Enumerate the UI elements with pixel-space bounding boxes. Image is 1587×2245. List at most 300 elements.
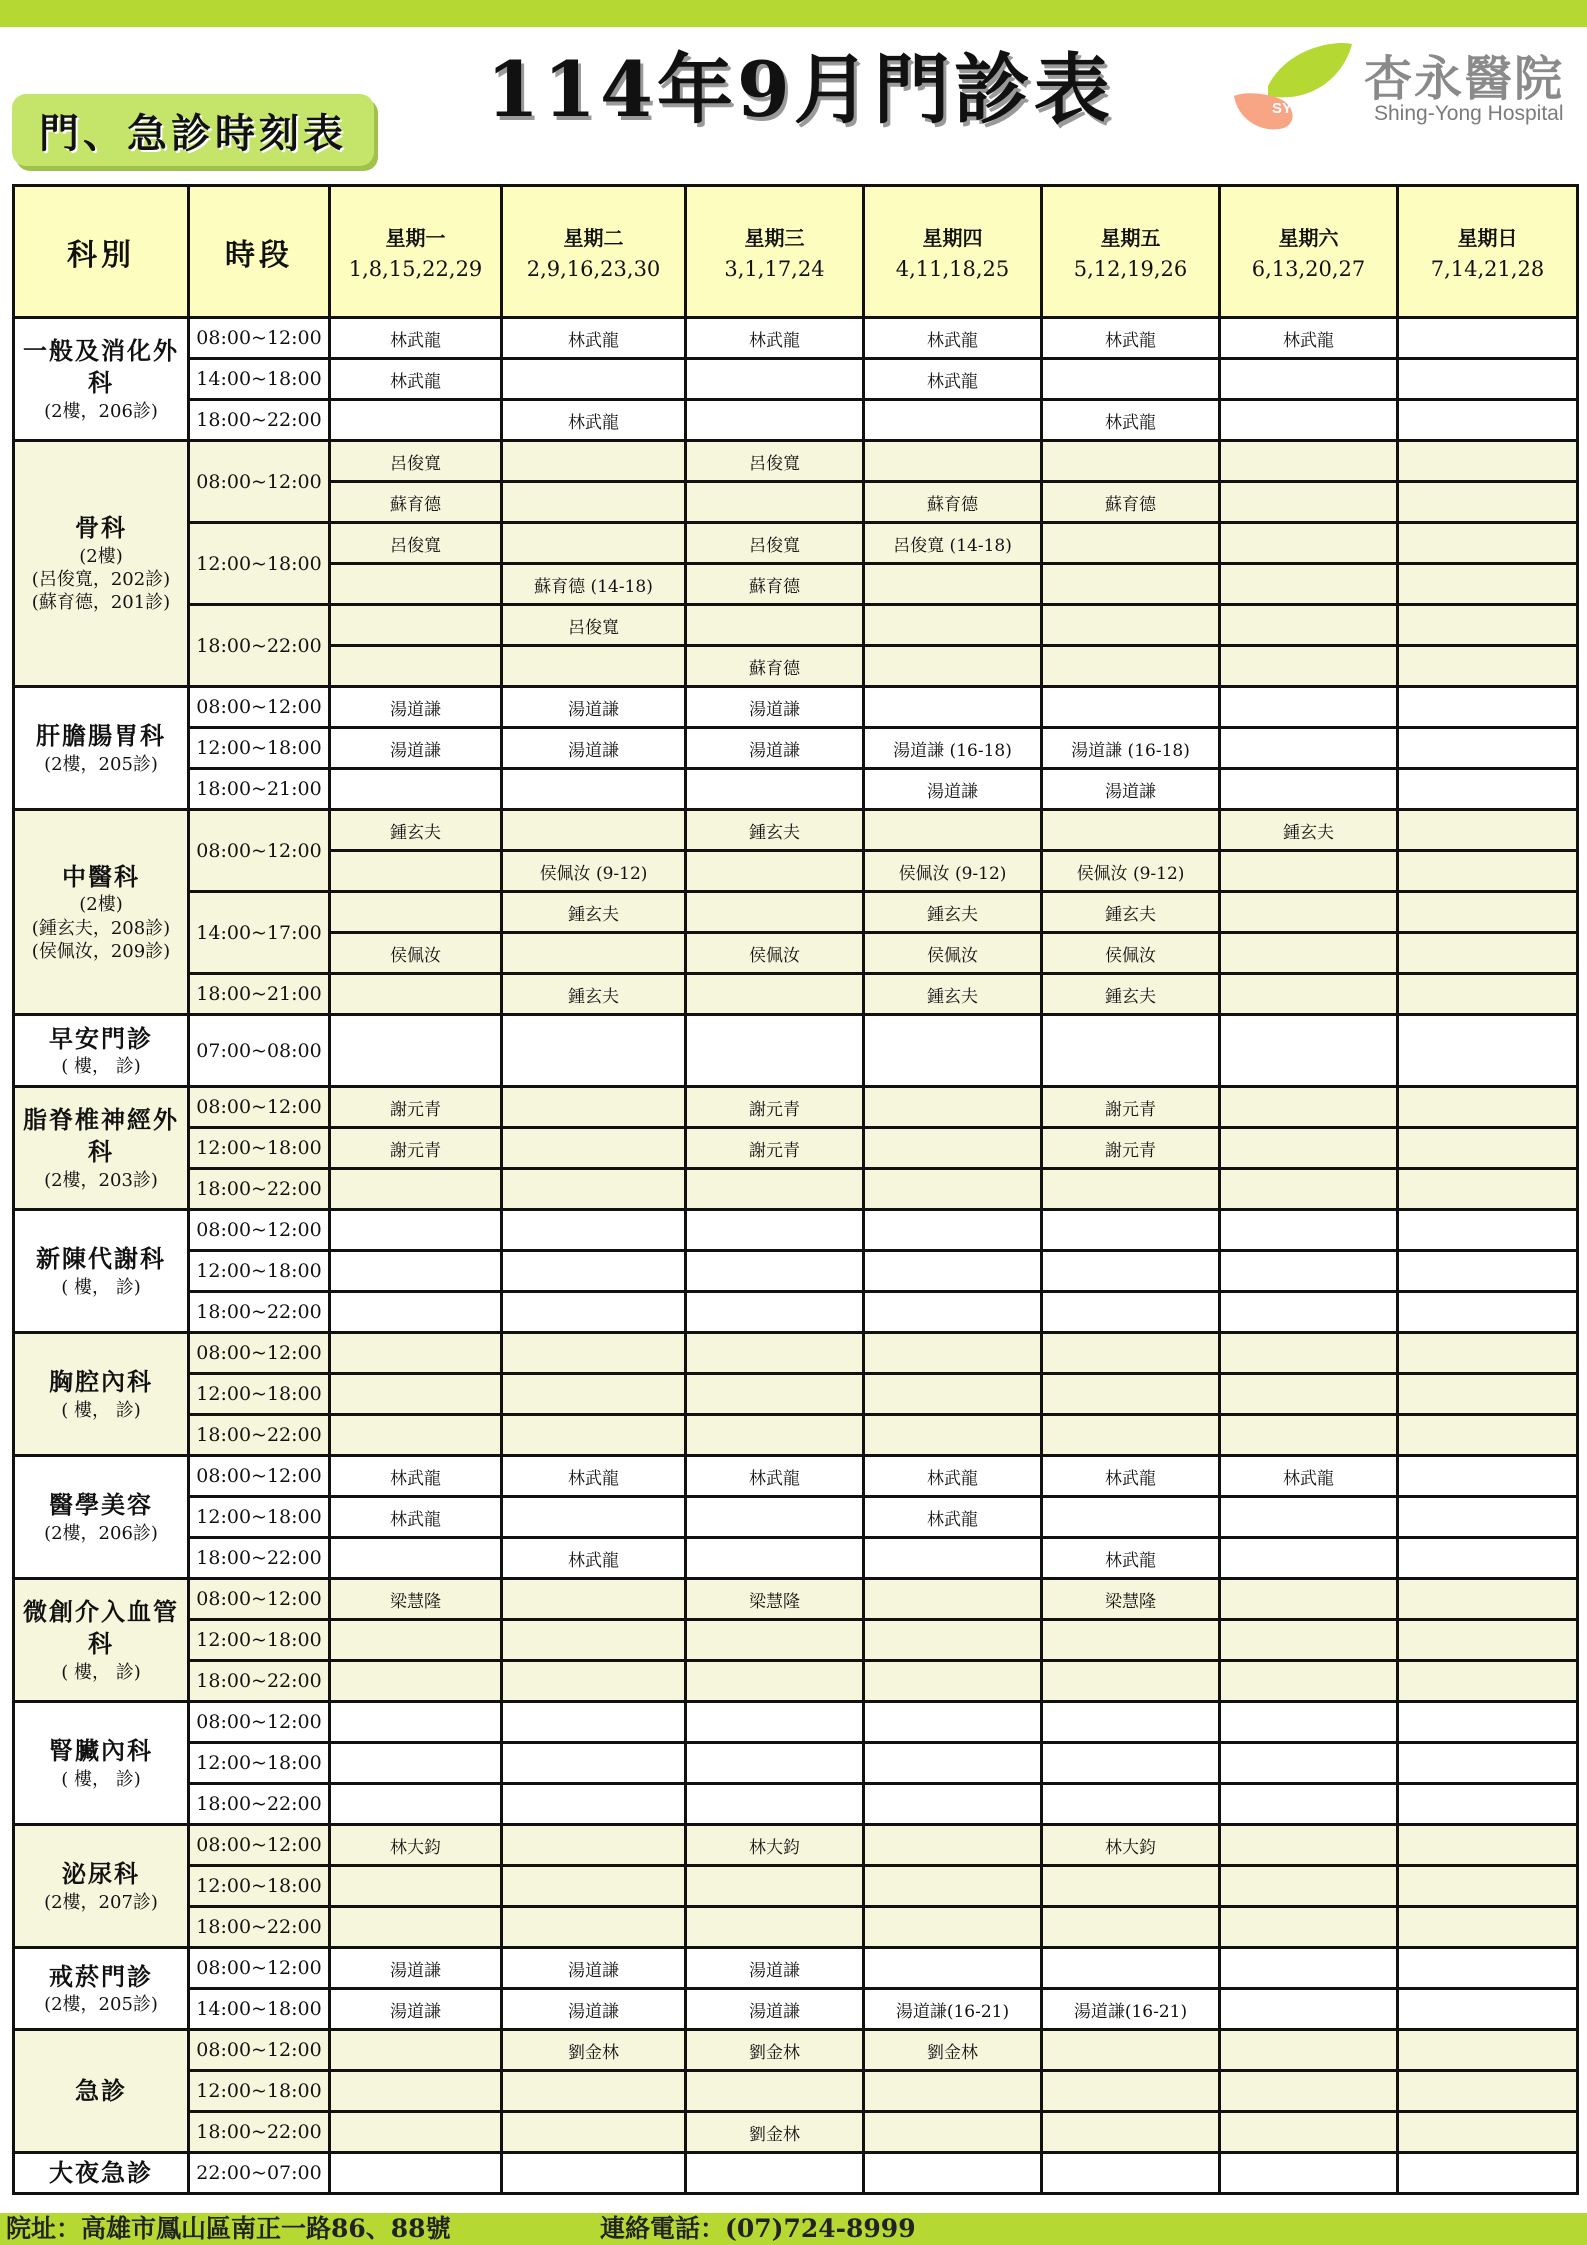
doctor-cell [1042, 1907, 1220, 1948]
doctor-cell [502, 1210, 686, 1251]
doctor-cell [502, 933, 686, 974]
doctor-cell [864, 1415, 1042, 1456]
doctor-cell [1042, 1210, 1220, 1251]
doctor-cell [330, 1251, 502, 1292]
schedule-row [14, 1333, 1578, 1374]
time-slot: 12:00~18:00 [189, 1374, 330, 1415]
doctor-cell [1398, 2112, 1578, 2153]
doctor-cell: 湯道謙 [686, 728, 864, 769]
doctor-cell [1398, 933, 1578, 974]
schedule-row [14, 1128, 1578, 1169]
doctor-cell: 湯道謙(16-21) [864, 1989, 1042, 2030]
department-label: 肝膽腸胃科 [36, 721, 166, 751]
doctor-cell [1042, 523, 1220, 564]
department-name [14, 1210, 189, 1333]
doctor-cell: 侯佩汝 [1042, 933, 1220, 974]
department-name [14, 1087, 189, 1210]
department-name [14, 2030, 189, 2153]
doctor-cell: 謝元青 [330, 1128, 502, 1169]
doctor-cell: 梁慧隆 [330, 1579, 502, 1620]
doctor-cell [1220, 1989, 1398, 2030]
doctor-cell: 謝元青 [686, 1128, 864, 1169]
doctor-cell [330, 1907, 502, 1948]
doctor-cell [864, 646, 1042, 687]
time-slot: 07:00~08:00 [189, 1015, 330, 1087]
department-name [14, 318, 189, 441]
time-slot: 18:00~21:00 [189, 769, 330, 810]
doctor-cell [686, 1251, 864, 1292]
doctor-cell [1220, 564, 1398, 605]
time-slot: 08:00~12:00 [189, 1087, 330, 1128]
department-location: (2樓，206診) [44, 400, 158, 422]
clinic-schedule-table [12, 184, 1579, 2195]
doctor-cell [686, 1866, 864, 1907]
time-slot: 08:00~12:00 [189, 687, 330, 728]
doctor-cell [1220, 769, 1398, 810]
doctor-cell [502, 482, 686, 523]
doctor-cell [1220, 1743, 1398, 1784]
day-dates: 6,13,20,27 [1251, 257, 1366, 281]
doctor-cell: 湯道謙 [502, 687, 686, 728]
doctor-cell [1398, 1128, 1578, 1169]
time-slot: 12:00~18:00 [189, 1128, 330, 1169]
doctor-cell: 呂俊寬 [330, 441, 502, 482]
doctor-cell [1220, 1661, 1398, 1702]
time-slot: 12:00~18:00 [189, 2071, 330, 2112]
doctor-cell [502, 1907, 686, 1948]
doctor-cell [1042, 1374, 1220, 1415]
hospital-logo [1228, 36, 1580, 136]
time-slot: 08:00~12:00 [189, 441, 330, 523]
doctor-cell [330, 769, 502, 810]
doctor-cell [686, 1907, 864, 1948]
doctor-cell [1220, 1087, 1398, 1128]
schedule-row [14, 1948, 1578, 1989]
doctor-cell: 湯道謙 [864, 769, 1042, 810]
department-label: 中醫科 [62, 861, 140, 891]
schedule-row [14, 523, 1578, 564]
doctor-cell [686, 1210, 864, 1251]
doctor-cell [1220, 2030, 1398, 2071]
doctor-cell [686, 359, 864, 400]
doctor-cell [330, 1415, 502, 1456]
time-slot: 14:00~18:00 [189, 359, 330, 400]
doctor-cell [1398, 1333, 1578, 1374]
doctor-cell [1220, 851, 1398, 892]
doctor-cell: 湯道謙 [330, 687, 502, 728]
doctor-cell: 呂俊寬 [502, 605, 686, 646]
doctor-cell [330, 1702, 502, 1743]
department-location: (呂俊寬，202診) [31, 569, 171, 590]
doctor-cell: 侯佩汝 [330, 933, 502, 974]
doctor-cell [1042, 2112, 1220, 2153]
doctor-cell: 梁慧隆 [1042, 1579, 1220, 1620]
doctor-cell [1042, 2071, 1220, 2112]
doctor-cell [1042, 1015, 1220, 1087]
department-name [14, 687, 189, 810]
doctor-cell [1042, 1702, 1220, 1743]
doctor-cell [1220, 1825, 1398, 1866]
department-name [14, 1579, 189, 1702]
doctor-cell [502, 523, 686, 564]
schedule-row [14, 1702, 1578, 1743]
doctor-cell [502, 441, 686, 482]
doctor-cell [686, 1169, 864, 1210]
doctor-cell [1398, 1661, 1578, 1702]
doctor-cell [502, 1579, 686, 1620]
doctor-cell: 謝元青 [1042, 1128, 1220, 1169]
doctor-cell [864, 1538, 1042, 1579]
doctor-cell [686, 1333, 864, 1374]
doctor-cell [502, 1251, 686, 1292]
doctor-cell [1042, 1620, 1220, 1661]
department-location: (侯佩汝，209診) [31, 940, 171, 962]
doctor-cell [1398, 1374, 1578, 1415]
doctor-cell [1042, 1292, 1220, 1333]
schedule-row [14, 1825, 1578, 1866]
schedule-row [14, 1497, 1578, 1538]
time-slot: 12:00~18:00 [189, 1743, 330, 1784]
doctor-cell: 鍾玄夫 [502, 974, 686, 1015]
department-name [14, 1825, 189, 1948]
doctor-cell: 謝元青 [1042, 1087, 1220, 1128]
doctor-cell [502, 810, 686, 851]
department-label: 早安門診 [49, 1023, 153, 1053]
time-slot: 12:00~18:00 [189, 1251, 330, 1292]
doctor-cell [1398, 2071, 1578, 2112]
leaf-logo-icon [1228, 36, 1358, 136]
doctor-cell [330, 2071, 502, 2112]
schedule-row [14, 2153, 1578, 2194]
time-slot: 08:00~12:00 [189, 1702, 330, 1743]
doctor-cell [502, 2071, 686, 2112]
doctor-cell [502, 2112, 686, 2153]
schedule-row [14, 318, 1578, 359]
doctor-cell [1398, 1087, 1578, 1128]
time-slot: 18:00~22:00 [189, 1784, 330, 1825]
time-slot: 08:00~12:00 [189, 810, 330, 892]
doctor-cell [1042, 1743, 1220, 1784]
doctor-cell: 林武龍 [1042, 318, 1220, 359]
department-location: (2樓，205診) [44, 753, 158, 775]
doctor-cell [1398, 2153, 1578, 2194]
doctor-cell [502, 2153, 686, 2194]
dept-column-header: 科別 [14, 186, 189, 318]
doctor-cell: 湯道謙 [330, 728, 502, 769]
day-dates: 7,14,21,28 [1430, 257, 1545, 281]
doctor-cell: 呂俊寬 [330, 523, 502, 564]
department-name [14, 810, 189, 1015]
department-label: 一般及消化外科 [23, 335, 179, 398]
doctor-cell: 侯佩汝 (9-12) [502, 851, 686, 892]
doctor-cell [686, 1661, 864, 1702]
doctor-cell: 蘇育德 [330, 482, 502, 523]
schedule-row [14, 810, 1578, 851]
schedule-row [14, 1015, 1578, 1087]
schedule-row [14, 892, 1578, 933]
slot-column-header: 時段 [189, 186, 330, 318]
doctor-cell [1042, 1333, 1220, 1374]
doctor-cell [1398, 1210, 1578, 1251]
doctor-cell [1220, 1784, 1398, 1825]
doctor-cell: 林大鈞 [1042, 1825, 1220, 1866]
doctor-cell [330, 974, 502, 1015]
doctor-cell [686, 605, 864, 646]
doctor-cell [330, 2112, 502, 2153]
doctor-cell [330, 851, 502, 892]
department-label: 急診 [75, 2075, 127, 2105]
schedule-row [14, 1087, 1578, 1128]
department-location: (鍾玄夫，208診) [31, 917, 171, 939]
time-slot: 18:00~22:00 [189, 605, 330, 687]
doctor-cell [1042, 359, 1220, 400]
time-slot: 08:00~12:00 [189, 1456, 330, 1497]
doctor-cell [1220, 1128, 1398, 1169]
department-location: ( 樓， 診) [61, 1768, 141, 1790]
doctor-cell [686, 1620, 864, 1661]
doctor-cell [1220, 892, 1398, 933]
doctor-cell [1398, 1948, 1578, 1989]
doctor-cell [1398, 851, 1578, 892]
doctor-cell [686, 1743, 864, 1784]
doctor-cell [1398, 1784, 1578, 1825]
day-label: 星期五 [1100, 226, 1161, 250]
doctor-cell [864, 1333, 1042, 1374]
doctor-cell [1220, 2112, 1398, 2153]
doctor-cell [686, 2153, 864, 2194]
doctor-cell [1042, 646, 1220, 687]
doctor-cell [864, 1661, 1042, 1702]
doctor-cell [330, 892, 502, 933]
time-slot: 08:00~12:00 [189, 1948, 330, 1989]
doctor-cell [1398, 892, 1578, 933]
department-name [14, 1333, 189, 1456]
doctor-cell [1220, 1866, 1398, 1907]
doctor-cell [864, 441, 1042, 482]
schedule-row [14, 1620, 1578, 1661]
department-label: 微創介入血管科 [23, 1596, 179, 1659]
doctor-cell: 鍾玄夫 [330, 810, 502, 851]
schedule-row [14, 1374, 1578, 1415]
doctor-cell [864, 2071, 1042, 2112]
doctor-cell [1398, 523, 1578, 564]
doctor-cell [1042, 2030, 1220, 2071]
schedule-row [14, 2112, 1578, 2153]
doctor-cell [864, 1702, 1042, 1743]
doctor-cell [330, 1374, 502, 1415]
doctor-cell [686, 1292, 864, 1333]
schedule-row [14, 2030, 1578, 2071]
doctor-cell: 侯佩汝 (9-12) [1042, 851, 1220, 892]
doctor-cell [1398, 359, 1578, 400]
doctor-cell: 劉金林 [686, 2112, 864, 2153]
day-label: 星期二 [563, 226, 624, 250]
doctor-cell [864, 1620, 1042, 1661]
doctor-cell [1042, 687, 1220, 728]
doctor-cell [502, 646, 686, 687]
schedule-row [14, 1661, 1578, 1702]
doctor-cell: 林武龍 [1042, 1456, 1220, 1497]
doctor-cell [864, 400, 1042, 441]
doctor-cell [1398, 482, 1578, 523]
doctor-cell [1398, 974, 1578, 1015]
doctor-cell [864, 1907, 1042, 1948]
doctor-cell [864, 1015, 1042, 1087]
doctor-cell [502, 359, 686, 400]
doctor-cell [330, 564, 502, 605]
doctor-cell [1398, 2030, 1578, 2071]
department-location: (2樓，207診) [44, 1891, 158, 1913]
doctor-cell [864, 1784, 1042, 1825]
doctor-cell: 林武龍 [1220, 318, 1398, 359]
doctor-cell [330, 605, 502, 646]
doctor-cell [1042, 605, 1220, 646]
doctor-cell: 林武龍 [1042, 400, 1220, 441]
doctor-cell: 蘇育德 [1042, 482, 1220, 523]
logo-name: 杏永醫院 [1364, 51, 1565, 107]
time-slot: 08:00~12:00 [189, 1825, 330, 1866]
doctor-cell: 林武龍 [864, 1497, 1042, 1538]
schedule-row [14, 1743, 1578, 1784]
time-slot: 18:00~22:00 [189, 1415, 330, 1456]
doctor-cell: 湯道謙 [1042, 769, 1220, 810]
doctor-cell [1220, 1333, 1398, 1374]
doctor-cell [686, 974, 864, 1015]
doctor-cell [330, 1743, 502, 1784]
doctor-cell [1398, 687, 1578, 728]
doctor-cell [330, 1210, 502, 1251]
day-header [330, 186, 502, 318]
time-slot: 18:00~22:00 [189, 2112, 330, 2153]
doctor-cell: 湯道謙 [686, 1948, 864, 1989]
doctor-cell: 林武龍 [1220, 1456, 1398, 1497]
doctor-cell: 林武龍 [330, 1456, 502, 1497]
doctor-cell [1398, 1251, 1578, 1292]
doctor-cell [1398, 318, 1578, 359]
day-label: 星期日 [1457, 226, 1518, 250]
doctor-cell [686, 2071, 864, 2112]
doctor-cell: 林武龍 [330, 1497, 502, 1538]
doctor-cell [864, 1128, 1042, 1169]
doctor-cell [330, 1620, 502, 1661]
doctor-cell: 林武龍 [502, 318, 686, 359]
doctor-cell [1220, 1292, 1398, 1333]
doctor-cell [686, 892, 864, 933]
doctor-cell: 蘇育德 [686, 564, 864, 605]
doctor-cell: 蘇育德 [686, 646, 864, 687]
doctor-cell [502, 1374, 686, 1415]
doctor-cell [1220, 1497, 1398, 1538]
doctor-cell [502, 1128, 686, 1169]
doctor-cell [864, 1169, 1042, 1210]
doctor-cell [502, 1169, 686, 1210]
doctor-cell [864, 605, 1042, 646]
doctor-cell [1398, 1825, 1578, 1866]
day-header [1220, 186, 1398, 318]
schedule-row [14, 1907, 1578, 1948]
time-slot: 12:00~18:00 [189, 728, 330, 769]
doctor-cell [1398, 1989, 1578, 2030]
doctor-cell [1398, 1743, 1578, 1784]
doctor-cell [1220, 605, 1398, 646]
doctor-cell [1398, 1702, 1578, 1743]
schedule-row [14, 2071, 1578, 2112]
day-label: 星期六 [1278, 226, 1339, 250]
day-header [864, 186, 1042, 318]
doctor-cell [1220, 359, 1398, 400]
doctor-cell: 林武龍 [502, 1456, 686, 1497]
doctor-cell: 林武龍 [502, 1538, 686, 1579]
time-slot: 18:00~22:00 [189, 1292, 330, 1333]
department-name [14, 1702, 189, 1825]
doctor-cell [1398, 1866, 1578, 1907]
time-slot: 18:00~22:00 [189, 1661, 330, 1702]
doctor-cell [502, 769, 686, 810]
doctor-cell [686, 1015, 864, 1087]
time-slot: 18:00~22:00 [189, 1169, 330, 1210]
doctor-cell [1220, 728, 1398, 769]
doctor-cell [1398, 1456, 1578, 1497]
doctor-cell [864, 1579, 1042, 1620]
doctor-cell [686, 1538, 864, 1579]
doctor-cell [686, 482, 864, 523]
doctor-cell [1398, 605, 1578, 646]
department-name [14, 1015, 189, 1087]
doctor-cell [1220, 933, 1398, 974]
doctor-cell [502, 1702, 686, 1743]
schedule-row [14, 1784, 1578, 1825]
doctor-cell [864, 2153, 1042, 2194]
time-slot: 18:00~22:00 [189, 1907, 330, 1948]
doctor-cell [1398, 564, 1578, 605]
doctor-cell [1042, 564, 1220, 605]
department-location: ( 樓， 診) [61, 1276, 141, 1298]
doctor-cell [1398, 441, 1578, 482]
doctor-cell [1398, 1538, 1578, 1579]
time-slot: 14:00~17:00 [189, 892, 330, 974]
doctor-cell [330, 1866, 502, 1907]
day-header [686, 186, 864, 318]
doctor-cell: 林大鈞 [686, 1825, 864, 1866]
schedule-row [14, 687, 1578, 728]
doctor-cell [1220, 687, 1398, 728]
doctor-cell: 呂俊寬 (14-18) [864, 523, 1042, 564]
doctor-cell [686, 1497, 864, 1538]
doctor-cell [1398, 400, 1578, 441]
schedule-row [14, 1866, 1578, 1907]
schedule-row [14, 605, 1578, 646]
doctor-cell: 湯道謙 [502, 1948, 686, 1989]
doctor-cell: 謝元青 [686, 1087, 864, 1128]
doctor-cell: 鍾玄夫 [686, 810, 864, 851]
doctor-cell: 鍾玄夫 [864, 892, 1042, 933]
doctor-cell [1398, 810, 1578, 851]
doctor-cell [864, 810, 1042, 851]
doctor-cell: 林武龍 [502, 400, 686, 441]
doctor-cell [330, 400, 502, 441]
doctor-cell [1220, 400, 1398, 441]
doctor-cell: 湯道謙(16-21) [1042, 1989, 1220, 2030]
time-slot: 18:00~21:00 [189, 974, 330, 1015]
doctor-cell [330, 1169, 502, 1210]
department-location: ( 樓， 診) [61, 1399, 141, 1421]
day-header [502, 186, 686, 318]
doctor-cell [1220, 2153, 1398, 2194]
schedule-row [14, 1456, 1578, 1497]
doctor-cell [330, 1538, 502, 1579]
doctor-cell [1220, 1251, 1398, 1292]
doctor-cell [1398, 1579, 1578, 1620]
